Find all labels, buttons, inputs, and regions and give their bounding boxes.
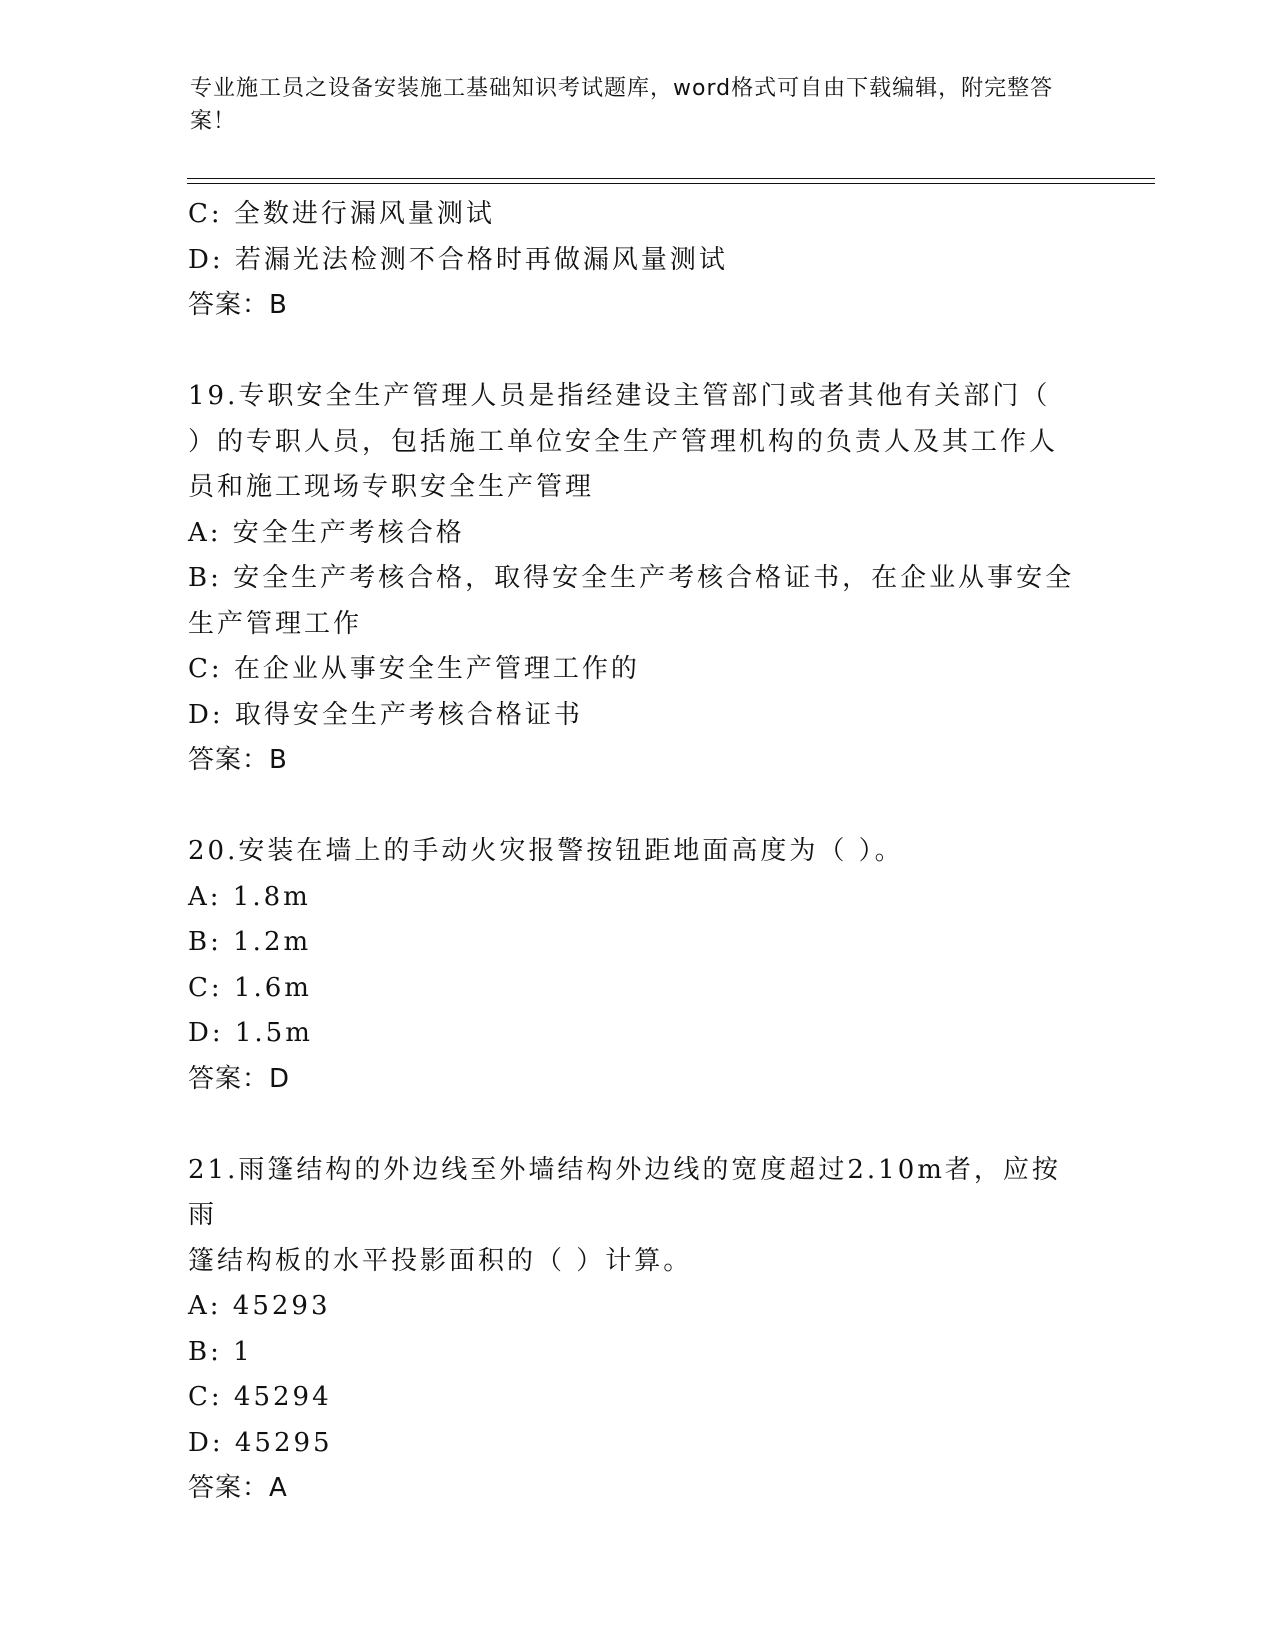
question-stem-line: 21.雨篷结构的外边线至外墙结构外边线的宽度超过2.10m者，应按雨 [188, 1154, 1061, 1230]
option-line: A: 安全生产考核合格 [188, 517, 465, 548]
prev-question [188, 192, 1088, 329]
option-line: A: 45293 [188, 1291, 331, 1321]
question-stem-line: 篷结构板的水平投影面积的（ ）计算。 [188, 1245, 693, 1276]
option-line: C: 45294 [188, 1382, 332, 1412]
option-line: 生产管理工作 [188, 608, 363, 639]
answer-line: 答案：A [188, 1473, 288, 1503]
header-divider-bottom [187, 183, 1155, 184]
option-line: B: 1 [188, 1336, 253, 1367]
question-stem-line: 员和施工现场专职安全生产管理 [188, 472, 595, 502]
option-line: D: 1.5m [188, 1018, 313, 1048]
question-stem-line: ）的专职人员，包括施工单位安全生产管理机构的负责人及其工作人 [188, 426, 1059, 457]
option-line: C: 全数进行漏风量测试 [188, 199, 495, 229]
question-20 [188, 829, 1088, 1102]
answer-line: 答案：D [188, 1063, 291, 1094]
option-line: D: 45295 [188, 1427, 333, 1458]
option-line: B: 1.2m [188, 927, 312, 957]
document-header: 专业施工员之设备安装施工基础知识考试题库，word格式可自由下载编辑，附完整答案！ [190, 76, 1054, 134]
question-stem-line: 19.专职安全生产管理人员是指经建设主管部门或者其他有关部门（ [188, 381, 1051, 411]
option-line: C: 在企业从事安全生产管理工作的 [188, 654, 640, 684]
question-21 [188, 1148, 1088, 1512]
answer-line: 答案：B [188, 745, 288, 775]
question-list [188, 192, 1088, 1512]
header-divider-top [187, 178, 1155, 179]
option-line: A: 1.8m [188, 881, 311, 912]
option-line: C: 1.6m [188, 972, 312, 1003]
question-stem-line: 20.安装在墙上的手动火灾报警按钮距地面高度为（ ）。 [188, 836, 904, 866]
option-line: B: 安全生产考核合格，取得安全生产考核合格证书，在企业从事安全 [188, 563, 1075, 593]
question-19 [188, 374, 1088, 784]
answer-line: 答案：B [188, 290, 288, 320]
option-line: D: 取得安全生产考核合格证书 [188, 699, 583, 730]
option-line: D: 若漏光法检测不合格时再做漏风量测试 [188, 244, 728, 275]
